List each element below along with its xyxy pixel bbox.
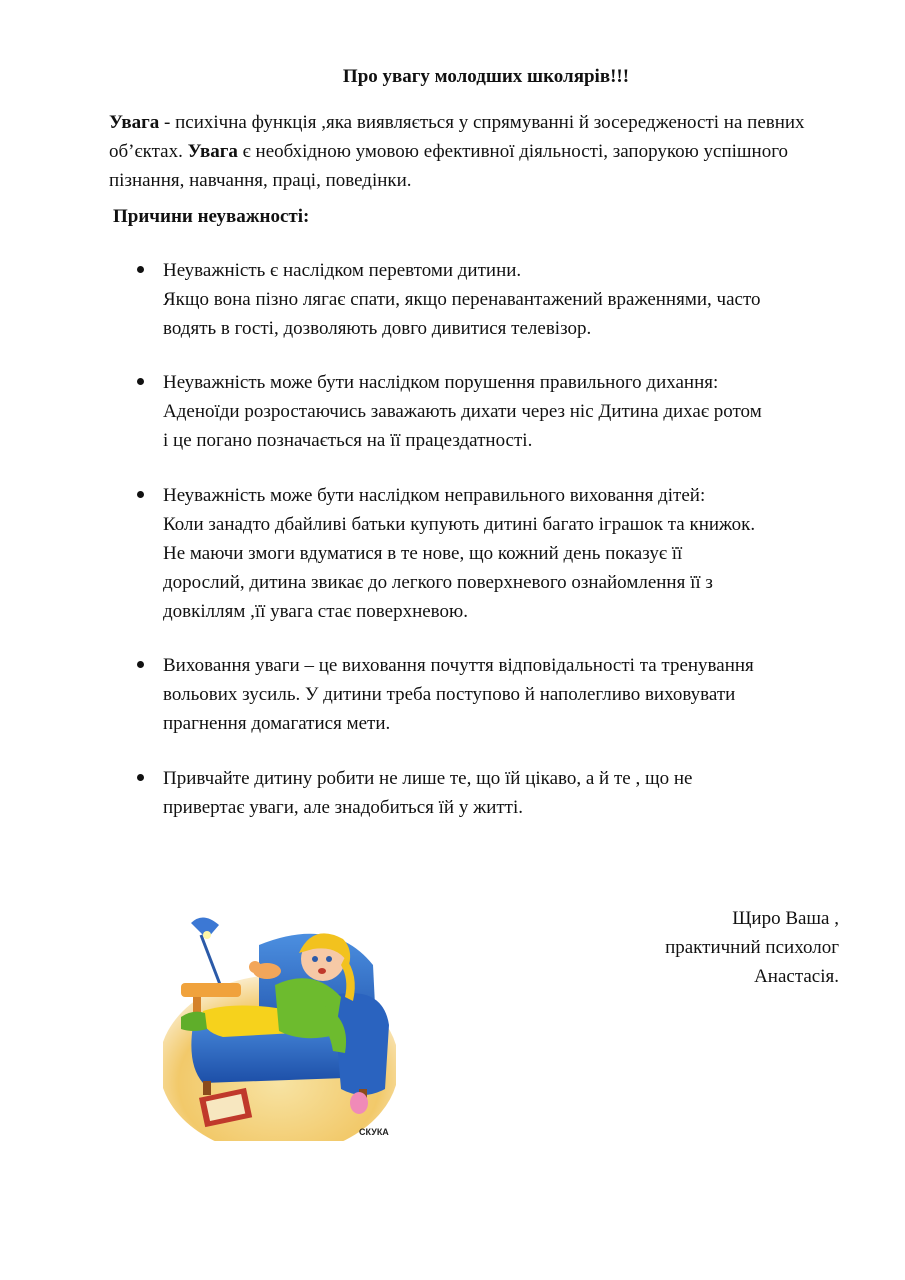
list-item-line: водять в гості, дозволяють довго дивитися телевізор.	[163, 318, 592, 339]
list-item-line: Неуважність може бути наслідком порушення правильного дихання:	[163, 372, 719, 393]
list-item-line: і це погано позначається на її працездатності.	[163, 430, 533, 451]
list-item-line: Якщо вона пізно лягає спати, якщо перенавантажений враженнями, часто	[163, 289, 761, 310]
list-item-line: Не маючи змоги вдуматися в те нове, що кожний день показує її	[163, 543, 683, 564]
list-item-line: вольових зусиль. У дитини треба поступово й наполегливо виховувати	[163, 684, 736, 705]
list-item-line: Привчайте дитину робити не лише те, що їй цікаво, а й те , що не	[163, 768, 693, 789]
bullet-dot-icon	[137, 378, 144, 385]
document-title: Про увагу молодших школярів!!!	[342, 66, 630, 87]
list-item-line: привертає уваги, але знадобиться їй у житті.	[163, 797, 524, 818]
list-item-line: дорослий, дитина звикає до легкого поверхневого ознайомлення її з	[163, 572, 713, 593]
intro-definition-text: - психічна функція ,яка виявляється у спрямуванні й зосередженості на певних об’єктах.	[109, 112, 805, 162]
list-item-line: Неуважність є наслідком перевтоми дитини.	[163, 260, 522, 281]
bored-girl-illustration	[163, 905, 396, 1141]
intro-importance-text: є необхідною умовою ефективної діяльності, запорукою успішного пізнання, навчання, праці, поведінки.	[109, 141, 789, 191]
signature-block	[665, 904, 839, 991]
bullet-dot-icon	[137, 774, 144, 781]
illustration-caption: СКУКА	[359, 1127, 389, 1137]
list-item-line: Коли занадто дбайливі батьки купують дитині багато іграшок та книжок.	[163, 514, 756, 535]
signature-name: Анастасія.	[754, 966, 839, 987]
intro-term-attention: Увага	[109, 112, 160, 133]
bored-girl-image	[163, 905, 396, 1141]
intro-term-attention-2: Увага	[187, 141, 238, 162]
bullet-dot-icon	[137, 661, 144, 668]
list-item-line: Виховання уваги – це виховання почуття відповідальності та тренування	[163, 655, 754, 676]
list-item-line: прагнення домагатися мети.	[163, 713, 391, 734]
bullet-dot-icon	[137, 266, 144, 273]
bullet-dot-icon	[137, 491, 144, 498]
list-item-line: Неуважність може бути наслідком неправильного виховання дітей:	[163, 485, 706, 506]
intro-paragraph	[109, 108, 849, 195]
signature-closing: Щиро Ваша ,	[732, 908, 839, 929]
causes-heading: Причини неуважності:	[113, 206, 310, 227]
list-item-line: довкіллям ,її увага стає поверхневою.	[163, 601, 468, 622]
list-item-line: Аденоїди розростаючись заважають дихати через ніс Дитина дихає ротом	[163, 401, 762, 422]
signature-role: практичний психолог	[665, 937, 839, 958]
